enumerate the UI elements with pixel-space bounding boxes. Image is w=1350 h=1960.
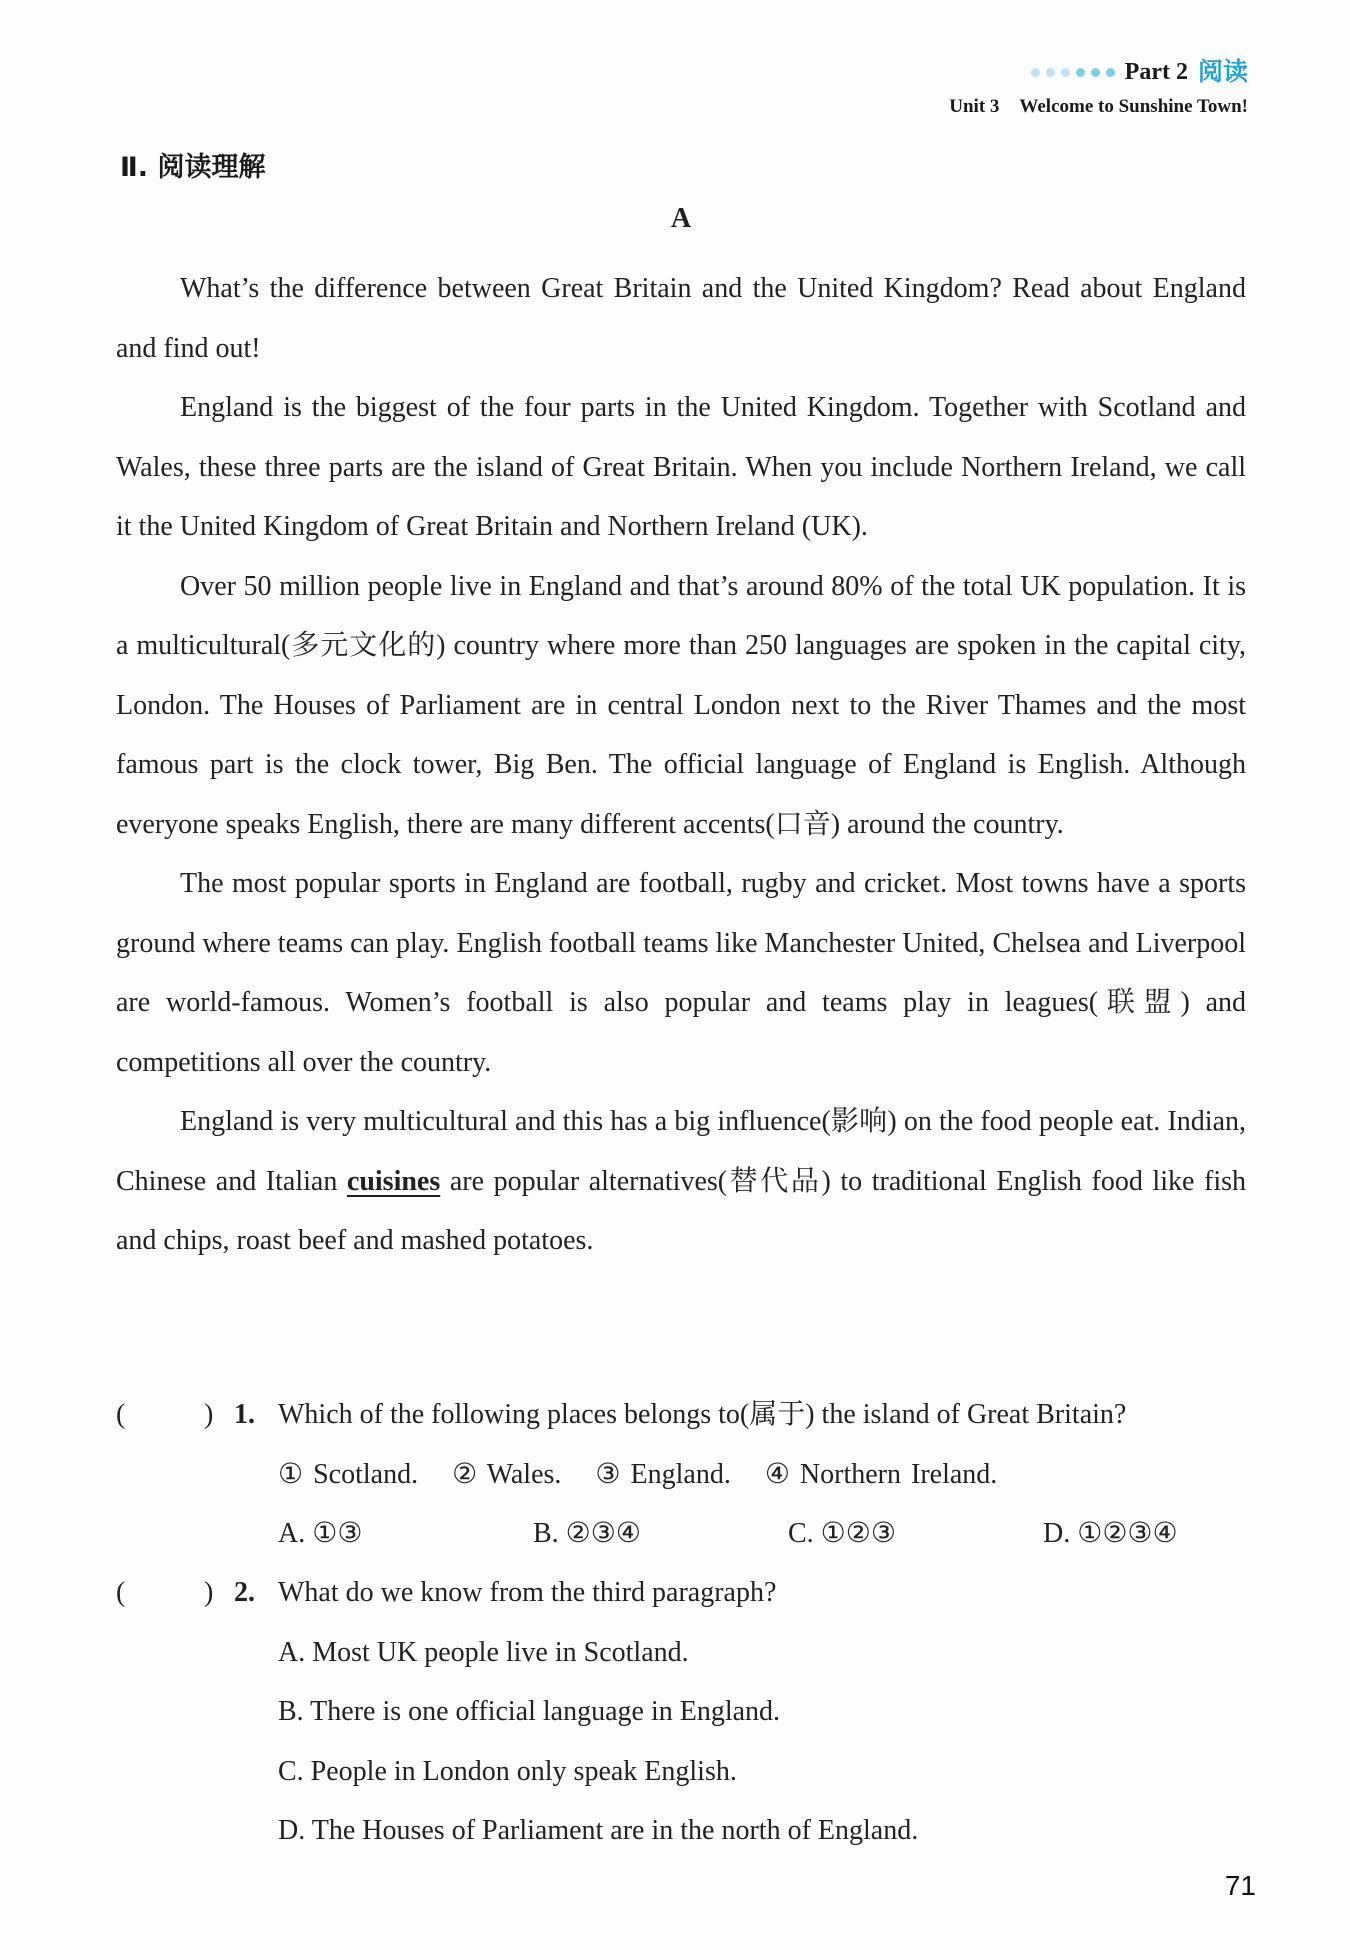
question-text: What do we know from the third paragraph? (278, 1577, 777, 1608)
header-unit-title: Welcome to Sunshine Town! (1019, 96, 1248, 117)
option-a: A. ①③ (278, 1518, 363, 1549)
question-1-items (116, 1445, 1256, 1505)
passage-letter: A (670, 203, 692, 234)
item-3: ③ England. (595, 1458, 731, 1490)
item-2: ② Wales. (452, 1458, 562, 1490)
option-c: C. People in London only speak English. (278, 1755, 737, 1787)
question-number: 2. (234, 1577, 255, 1608)
answer-paren-close: ) (204, 1577, 214, 1608)
reading-passage (116, 259, 1246, 1271)
question-1-stem (116, 1385, 1256, 1445)
paragraph-2: England is the biggest of the four parts in the United Kingdom. Together with Scotland and Wales, these three parts are the island of Great Britain. When you include Northern Ireland, we call it the United Kingdom of Great Britain and Northern Ireland (UK). (116, 392, 1246, 542)
paragraph-4: The most popular sports in England are football, rugby and cricket. Most towns have a sports ground where teams can play. English football teams like Manchester United, Chelsea and Liverpool are world-famous. Women’s football is also popular and teams play in leagues(联盟) and competitions all over the country. (116, 868, 1246, 1078)
question-text: Which of the following places belongs to(属于) the island of Great Britain? (278, 1399, 1127, 1430)
page-number: 71 (1224, 1870, 1256, 1901)
option-c: C. ①②③ (788, 1518, 896, 1549)
question-2 (116, 1563, 1256, 1861)
option-d: D. The Houses of Parliament are in the north of England. (278, 1815, 919, 1846)
header-unit-line (929, 92, 1248, 122)
question-1-options (116, 1504, 1256, 1564)
question-number: 1. (234, 1399, 255, 1430)
answer-paren-close: ) (204, 1399, 214, 1430)
paragraph-3: Over 50 million people live in England and that’s around 80% of the total UK population. It is a multicultural(多元文化的) country where more than 250 languages are spoken in the capital city, London. The Houses of Parliament are in central London next to the River Thames and the most famous part is the clock tower, Big Ben. The official language of England is English. Although everyone speaks English, there are many different accents(口音) around the country. (116, 570, 1246, 840)
header-unit: Unit 3 (949, 96, 1000, 117)
answer-paren-open: ( (116, 1577, 126, 1608)
question-2-stem (116, 1563, 1256, 1623)
decorative-dots-icon (1031, 68, 1115, 77)
paragraph-5 (116, 1092, 1246, 1271)
option-d: D. ①②③④ (1043, 1518, 1178, 1549)
option-b: B. There is one official language in England. (278, 1696, 781, 1727)
question-1 (116, 1385, 1256, 1564)
option-a: A. Most UK people live in Scotland. (278, 1636, 689, 1668)
item-1: ① Scotland. (278, 1458, 419, 1490)
paragraph-5-start: England is very multicultural and this has a big influence(影响) on the food people eat. Indian, Chinese and Italian (116, 1106, 1246, 1197)
paragraph-5-end: are popular alternatives(替代品) to traditional English food like fish and chips, roast beef and mashed potatoes. (116, 1165, 1246, 1256)
header-part-cn: 阅读 (1197, 57, 1248, 86)
answer-paren-open: ( (116, 1399, 126, 1430)
header-part-line (929, 52, 1248, 92)
option-b: B. ②③④ (533, 1518, 641, 1549)
item-4: ④ Northern Ireland. (764, 1458, 998, 1490)
page-header (929, 52, 1248, 122)
paragraph-1: What’s the difference between Great Britain and the United Kingdom? Read about England and find out! (116, 273, 1246, 364)
highlighted-word: cuisines (346, 1165, 441, 1197)
section-title: Ⅱ. 阅读理解 (120, 152, 266, 183)
header-part: Part 2 (1124, 59, 1188, 85)
